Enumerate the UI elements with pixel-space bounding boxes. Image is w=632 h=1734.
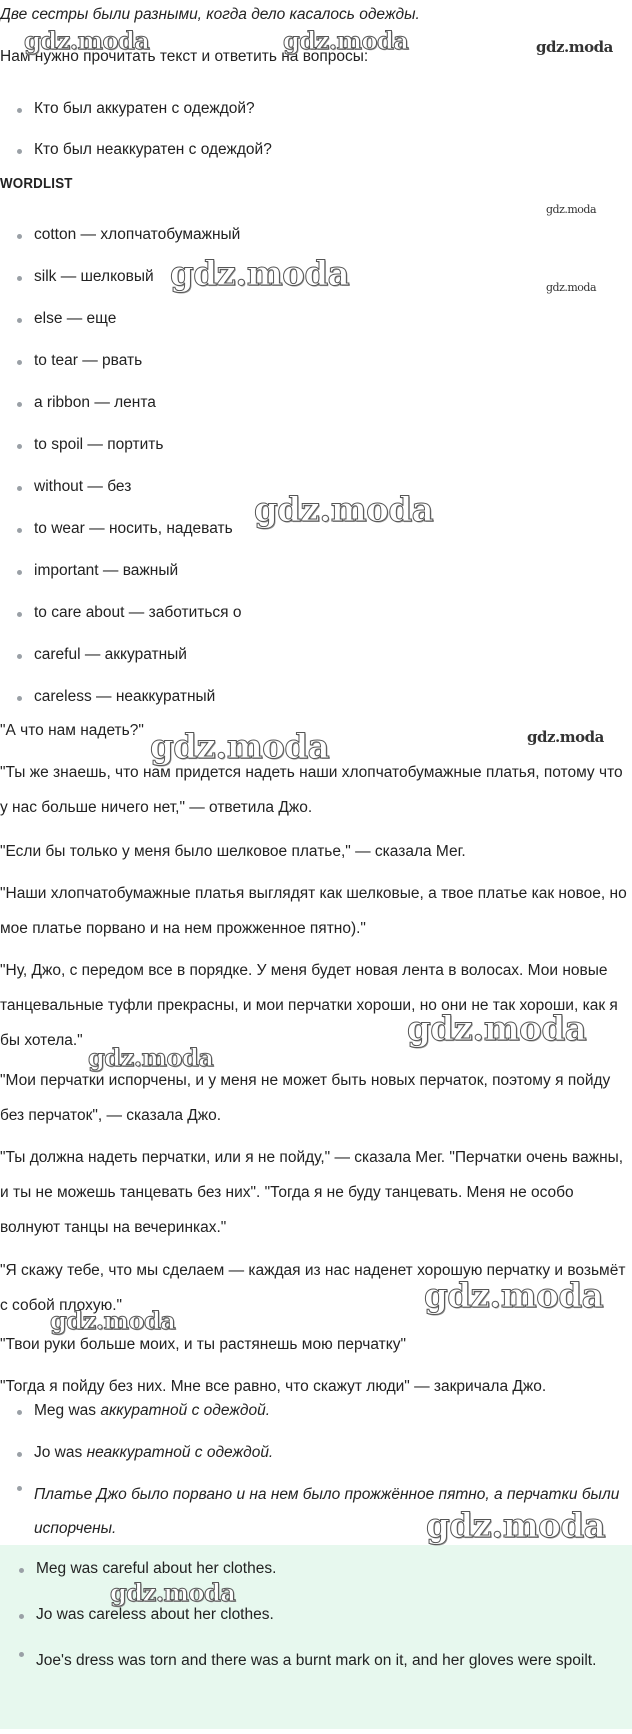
wordlist-item: a ribbon — лента xyxy=(34,394,156,411)
watermark: gdz.moda xyxy=(283,26,409,55)
wordlist-item: important — важный xyxy=(34,562,179,579)
watermark: gdz.moda xyxy=(50,1306,176,1335)
story-paragraph: "Тогда я пойду без них. Мне все равно, что скажут люди" — закричала Джо. xyxy=(0,1378,547,1395)
watermark: gdz.moda xyxy=(536,38,613,56)
answer-hint-item xyxy=(34,1444,273,1462)
story-paragraph: "Если бы только у меня было шелковое платье," — сказала Мег. xyxy=(0,843,466,860)
watermark: gdz.moda xyxy=(426,1506,606,1546)
answer-item: Jo was careless about her clothes. xyxy=(36,1606,274,1623)
wordlist-item: to tear — рвать xyxy=(34,352,143,369)
hint-italic: неаккуратной с одеждой. xyxy=(86,1444,274,1461)
story-paragraph: "Ты же знаешь, что нам придется надеть наши хлопчатобумажные платья, потому что у нас больше ничего нет," — ответила Джо. xyxy=(0,764,623,816)
watermark: gdz.moda xyxy=(407,1009,587,1049)
question-item: Кто был неаккуратен с одеждой? xyxy=(34,141,272,158)
question-item: Кто был аккуратен с одеждой? xyxy=(34,100,255,117)
wordlist-item: without — без xyxy=(34,478,132,495)
answer-item: Meg was careful about her clothes. xyxy=(36,1560,277,1577)
watermark: gdz.moda xyxy=(170,254,350,294)
answer-box xyxy=(0,1545,632,1729)
watermark: gdz.moda xyxy=(150,727,330,767)
watermark: gdz.moda xyxy=(424,1276,604,1316)
wordlist-item: silk — шелковый xyxy=(34,268,154,285)
answer-hint-item xyxy=(34,1402,270,1420)
task-text: Нам нужно прочитать текст и ответить на вопросы: xyxy=(0,48,369,65)
wordlist-item: careless — неаккуратный xyxy=(34,688,216,705)
watermark: gdz.moda xyxy=(110,1578,236,1607)
story-paragraph: "Мои перчатки испорчены, и у меня не может быть новых перчаток, поэтому я пойду без перчаток", — сказала Джо. xyxy=(0,1072,611,1124)
watermark: gdz.moda xyxy=(24,26,150,55)
watermark: gdz.moda xyxy=(546,203,597,216)
watermark: gdz.moda xyxy=(527,728,604,746)
watermark: gdz.moda xyxy=(546,281,597,294)
hint-italic: Платье Джо было порвано и на нем было прожжённое пятно, а перчатки были испорчены. xyxy=(34,1486,620,1537)
watermark: gdz.moda xyxy=(254,490,434,530)
wordlist-item: careful — аккуратный xyxy=(34,646,187,663)
story-paragraph: "Ну, Джо, с передом все в порядке. У меня будет новая лента в волосах. Мои новые танцевальные туфли прекрасны, и мои перчатки хороши, но они не так хороши, как я бы хотела." xyxy=(0,962,618,1049)
wordlist-item: to care about — заботиться о xyxy=(34,604,242,621)
answer-item: Joe's dress was torn and there was a burnt mark on it, and her gloves were spoilt. xyxy=(36,1644,616,1678)
wordlist-heading: WORDLIST xyxy=(0,176,73,192)
intro-text: Две сестры были разными, когда дело касалось одежды. xyxy=(0,6,420,23)
story-paragraph: "Наши хлопчатобумажные платья выглядят как шелковые, а твое платье как новое, но мое платье порвано и на нем прожженное пятно)." xyxy=(0,885,627,937)
story-paragraph: "Я скажу тебе, что мы сделаем — каждая из нас наденет хорошую перчатку и возьмёт с собой плохую." xyxy=(0,1262,626,1314)
hint-lead: Meg was xyxy=(34,1402,101,1419)
story-paragraph: "Ты должна надеть перчатки, или я не пойду," — сказала Мег. "Перчатки очень важны, и ты не можешь танцевать без них". "Тогда я не буду танцевать. Меня не особо волнуют танцы на вечеринках." xyxy=(0,1149,624,1236)
wordlist-item: to wear — носить, надевать xyxy=(34,520,233,537)
watermark: gdz.moda xyxy=(88,1043,214,1072)
hint-italic: аккуратной с одеждой. xyxy=(100,1402,271,1419)
wordlist-item: cotton — хлопчатобумажный xyxy=(34,226,241,243)
hint-lead: Jo was xyxy=(34,1444,87,1461)
story-paragraph: "Твои руки больше моих, и ты растянешь мою перчатку" xyxy=(0,1336,406,1353)
wordlist-item: to spoil — портить xyxy=(34,436,164,453)
story-paragraph: "А что нам надеть?" xyxy=(0,722,144,739)
wordlist-item: else — еще xyxy=(34,310,117,327)
